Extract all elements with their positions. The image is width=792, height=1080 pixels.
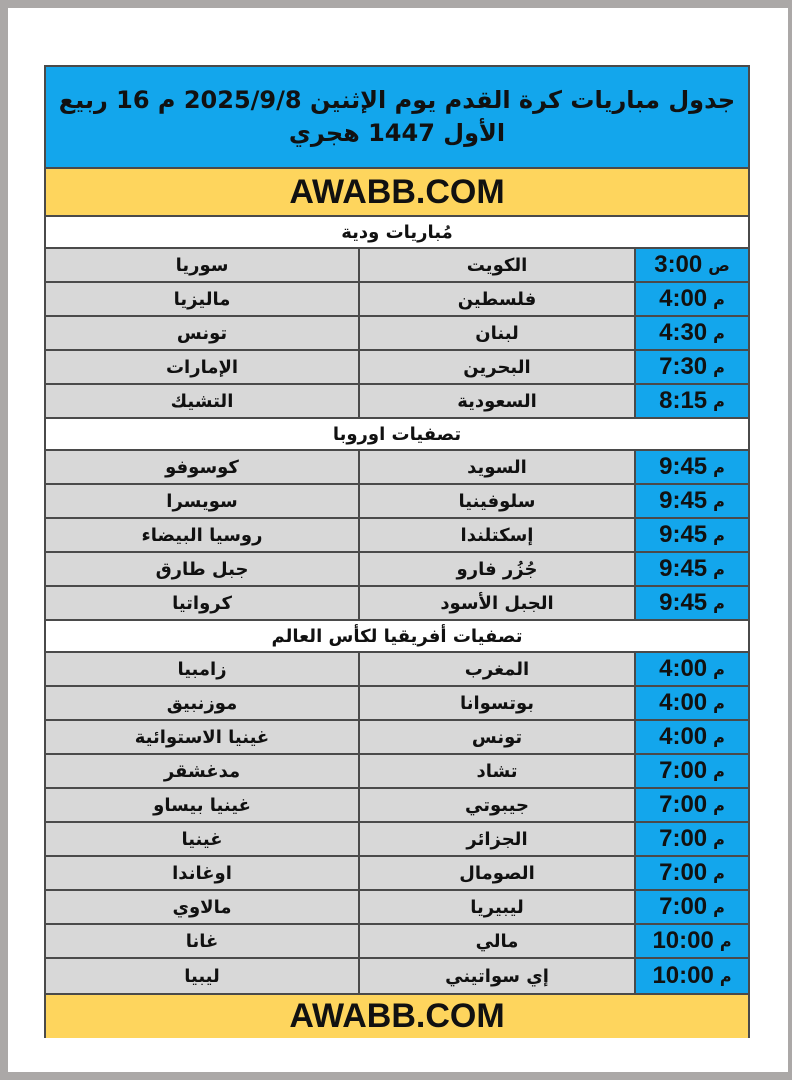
page bbox=[8, 8, 788, 1072]
time-period: ص bbox=[708, 255, 730, 275]
schedule-sheet bbox=[44, 65, 750, 1038]
home-team: بوتسوانا bbox=[358, 687, 634, 719]
time-period: م bbox=[713, 727, 725, 747]
time-period: م bbox=[713, 897, 725, 917]
home-team: الجبل الأسود bbox=[358, 587, 634, 619]
schedule-table bbox=[46, 217, 748, 993]
away-team: سويسرا bbox=[46, 485, 358, 517]
page-title: جدول مباريات كرة القدم يوم الإثنين 2025/9/8 م 16 ربيع الأول 1447 هجري bbox=[46, 67, 748, 169]
away-team: موزنبيق bbox=[46, 687, 358, 719]
home-team: تشاد bbox=[358, 755, 634, 787]
away-team: كوسوفو bbox=[46, 451, 358, 483]
match-time: 4:00 bbox=[659, 723, 708, 750]
match-time-cell bbox=[634, 553, 748, 585]
section-title: تصفيات اوروبا bbox=[46, 419, 748, 451]
site-banner-bottom: AWABB.COM bbox=[46, 993, 748, 1038]
match-row bbox=[46, 891, 748, 925]
away-team: التشيك bbox=[46, 385, 358, 417]
home-team: البحرين bbox=[358, 351, 634, 383]
match-time: 10:00 bbox=[652, 927, 714, 954]
away-team: سوريا bbox=[46, 249, 358, 281]
time-period: م bbox=[713, 525, 725, 545]
away-team: كرواتيا bbox=[46, 587, 358, 619]
away-team: غينيا bbox=[46, 823, 358, 855]
section-title: مُباريات ودية bbox=[46, 217, 748, 249]
match-time-cell bbox=[634, 959, 748, 993]
match-time-cell bbox=[634, 721, 748, 753]
match-time-cell bbox=[634, 653, 748, 685]
match-time: 10:00 bbox=[652, 962, 714, 989]
match-row bbox=[46, 451, 748, 485]
time-period: م bbox=[713, 863, 725, 883]
match-row bbox=[46, 351, 748, 385]
time-period: م bbox=[713, 289, 725, 309]
match-time: 9:45 bbox=[659, 453, 708, 480]
match-row bbox=[46, 857, 748, 891]
match-row bbox=[46, 721, 748, 755]
match-time: 7:00 bbox=[659, 757, 708, 784]
home-team: سلوفينيا bbox=[358, 485, 634, 517]
match-time-cell bbox=[634, 925, 748, 957]
time-period: م bbox=[719, 931, 732, 951]
away-team: روسيا البيضاء bbox=[46, 519, 358, 551]
match-time-cell bbox=[634, 587, 748, 619]
home-team: لبنان bbox=[358, 317, 634, 349]
home-team: السعودية bbox=[358, 385, 634, 417]
match-time: 3:00 bbox=[654, 251, 703, 278]
away-team: جبل طارق bbox=[46, 553, 358, 585]
time-period: م bbox=[713, 391, 725, 411]
match-row bbox=[46, 959, 748, 993]
match-row bbox=[46, 823, 748, 857]
away-team: ليبيا bbox=[46, 959, 358, 993]
time-period: م bbox=[719, 966, 732, 986]
match-row bbox=[46, 789, 748, 823]
home-team: الجزائر bbox=[358, 823, 634, 855]
match-time-cell bbox=[634, 451, 748, 483]
match-time-cell bbox=[634, 687, 748, 719]
home-team: إي سواتيني bbox=[358, 959, 634, 993]
home-team: المغرب bbox=[358, 653, 634, 685]
time-period: م bbox=[713, 593, 725, 613]
match-time-cell bbox=[634, 891, 748, 923]
time-period: م bbox=[713, 795, 725, 815]
match-row bbox=[46, 687, 748, 721]
home-team: إسكتلندا bbox=[358, 519, 634, 551]
match-time-cell bbox=[634, 755, 748, 787]
away-team: اوغاندا bbox=[46, 857, 358, 889]
home-team: فلسطين bbox=[358, 283, 634, 315]
match-time: 7:00 bbox=[659, 893, 708, 920]
time-period: م bbox=[713, 491, 725, 511]
match-time: 9:45 bbox=[659, 555, 708, 582]
home-team: الصومال bbox=[358, 857, 634, 889]
match-time: 7:30 bbox=[659, 353, 708, 380]
time-period: م bbox=[713, 357, 725, 377]
match-row bbox=[46, 249, 748, 283]
match-time-cell bbox=[634, 823, 748, 855]
match-time: 7:00 bbox=[659, 825, 708, 852]
away-team: غينيا الاستوائية bbox=[46, 721, 358, 753]
match-time-cell bbox=[634, 385, 748, 417]
match-row bbox=[46, 653, 748, 687]
match-row bbox=[46, 755, 748, 789]
match-row bbox=[46, 485, 748, 519]
away-team: مدغشقر bbox=[46, 755, 358, 787]
away-team: غانا bbox=[46, 925, 358, 957]
time-period: م bbox=[713, 693, 725, 713]
match-row bbox=[46, 283, 748, 317]
away-team: الإمارات bbox=[46, 351, 358, 383]
match-time: 9:45 bbox=[659, 487, 708, 514]
home-team: الكويت bbox=[358, 249, 634, 281]
match-time: 8:15 bbox=[659, 387, 708, 414]
time-period: م bbox=[713, 457, 725, 477]
match-row bbox=[46, 587, 748, 621]
match-time-cell bbox=[634, 857, 748, 889]
match-time-cell bbox=[634, 317, 748, 349]
home-team: ليبيريا bbox=[358, 891, 634, 923]
match-time-cell bbox=[634, 351, 748, 383]
away-team: تونس bbox=[46, 317, 358, 349]
home-team: جيبوتي bbox=[358, 789, 634, 821]
time-period: م bbox=[713, 829, 725, 849]
home-team: مالي bbox=[358, 925, 634, 957]
match-row bbox=[46, 317, 748, 351]
match-row bbox=[46, 385, 748, 419]
match-row bbox=[46, 925, 748, 959]
match-time-cell bbox=[634, 283, 748, 315]
time-period: م bbox=[713, 559, 725, 579]
match-time-cell bbox=[634, 519, 748, 551]
away-team: زامبيا bbox=[46, 653, 358, 685]
time-period: م bbox=[713, 659, 725, 679]
match-row bbox=[46, 553, 748, 587]
match-time: 4:00 bbox=[659, 689, 708, 716]
site-banner-top: AWABB.COM bbox=[46, 169, 748, 217]
time-period: م bbox=[713, 761, 725, 781]
away-team: ماليزيا bbox=[46, 283, 358, 315]
match-time-cell bbox=[634, 485, 748, 517]
home-team: السويد bbox=[358, 451, 634, 483]
match-time-cell bbox=[634, 789, 748, 821]
away-team: مالاوي bbox=[46, 891, 358, 923]
match-time: 9:45 bbox=[659, 589, 708, 616]
match-time: 4:00 bbox=[659, 655, 708, 682]
time-period: م bbox=[713, 323, 725, 343]
match-time: 4:00 bbox=[659, 285, 708, 312]
match-time: 4:30 bbox=[659, 319, 708, 346]
match-row bbox=[46, 519, 748, 553]
match-time: 9:45 bbox=[659, 521, 708, 548]
match-time-cell bbox=[634, 249, 748, 281]
match-time: 7:00 bbox=[659, 791, 708, 818]
match-time: 7:00 bbox=[659, 859, 708, 886]
section-title: تصفيات أفريقيا لكأس العالم bbox=[46, 621, 748, 653]
away-team: غينيا بيساو bbox=[46, 789, 358, 821]
home-team: تونس bbox=[358, 721, 634, 753]
home-team: جُزُر فارو bbox=[358, 553, 634, 585]
